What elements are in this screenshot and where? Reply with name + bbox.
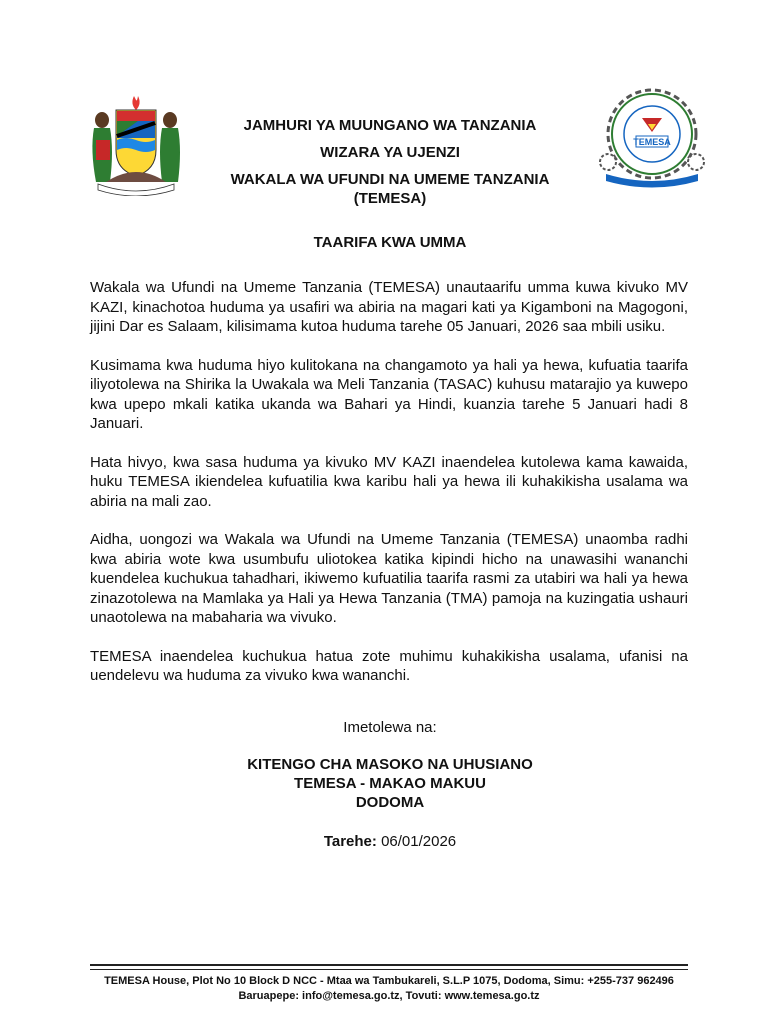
letterhead xyxy=(190,116,590,216)
paragraph-3: Hata hivyo, kwa sasa huduma ya kivuko MV KAZI inaendelea kutolewa kama kawaida, huku TEMESA ikiendelea kufuatilia kwa karibu hali ya hewa ili kuhakikisha usalama wa abiria na mali zao. xyxy=(90,453,688,510)
paragraph-4: Aidha, uongozi wa Wakala wa Ufundi na Umeme Tanzania (TEMESA) unaomba radhi kwa abiria wote kwa usumbufu uliotokea katika kipindi hicho na unawasihi wananchi kuendelea kuchukua tahadhari, ikiwemo kufuatilia taarifa rasmi za utabiri wa hali ya hewa zinazotolewa na Mamlaka ya Hali ya Hewa Tanzania (TMA) pamoja na kuzingatia ushauri unaotolewa na mabaharia wa vivuko. xyxy=(90,531,688,626)
notice-body xyxy=(90,278,688,705)
issuing-office: KITENGO CHA MASOKO NA UHUSIANO xyxy=(247,756,533,773)
svg-text:TEMESA: TEMESA xyxy=(633,137,671,147)
footer-address: TEMESA House, Plot No 10 Block D NCC - Mtaa wa Tambukareli, S.L.P 1075, Dodoma, Simu: +255-737 962496 xyxy=(104,975,674,987)
notice-date xyxy=(190,832,590,851)
issuing-office-hq: TEMESA - MAKAO MAKUU xyxy=(294,775,486,792)
paragraph-5: TEMESA inaendelea kuchukua hatua zote muhimu kuhakikisha usalama, ufanisi na uendelevu wa huduma za vivuko kwa wananchi. xyxy=(90,647,688,684)
footer-divider xyxy=(90,964,688,970)
agency-heading: WAKALA WA UFUNDI NA UMEME TANZANIA xyxy=(230,171,550,188)
date-value: 06/01/2026 xyxy=(381,833,457,850)
coat-of-arms-icon xyxy=(88,90,184,196)
footer-contacts: Baruapepe: info@temesa.go.tz, Tovuti: www.temesa.go.tz xyxy=(238,990,540,1002)
paragraph-2: Kusimama kwa huduma hiyo kulitokana na changamoto ya hali ya hewa, kufuatia taarifa iliyotolewa na Shirika la Uwakala wa Meli Tanzania (TASAC) kuhusu matarajio ya kuwepo kwa upepo mkali katika ukanda wa Bahari ya Hindi, kuanzia tarehe 5 Januari hadi 8 Januari. xyxy=(90,356,688,432)
footer xyxy=(60,974,718,1004)
agency-acronym: (TEMESA) xyxy=(353,190,427,207)
issued-by-label: Imetolewa na: xyxy=(343,719,437,736)
date-label: Tarehe: xyxy=(323,833,377,850)
notice-title: TAARIFA KWA UMMA xyxy=(313,234,467,251)
signoff xyxy=(190,718,590,851)
issuing-office-city: DODOMA xyxy=(355,794,425,811)
republic-heading: JAMHURI YA MUUNGANO WA TANZANIA xyxy=(243,117,537,134)
ministry-heading: WIZARA YA UJENZI xyxy=(320,144,460,161)
paragraph-1: Wakala wa Ufundi na Umeme Tanzania (TEMESA) unautaarifu umma kuwa kivuko MV KAZI, kinachotoa huduma ya usafiri wa abiria na magari kati ya Kigamboni na Magogoni, jijini Dar es Salaam, kilisimama kutoa huduma tarehe 05 Januari, 2026 saa mbili usiku. xyxy=(90,279,688,335)
temesa-gear-logo-icon xyxy=(598,84,706,192)
